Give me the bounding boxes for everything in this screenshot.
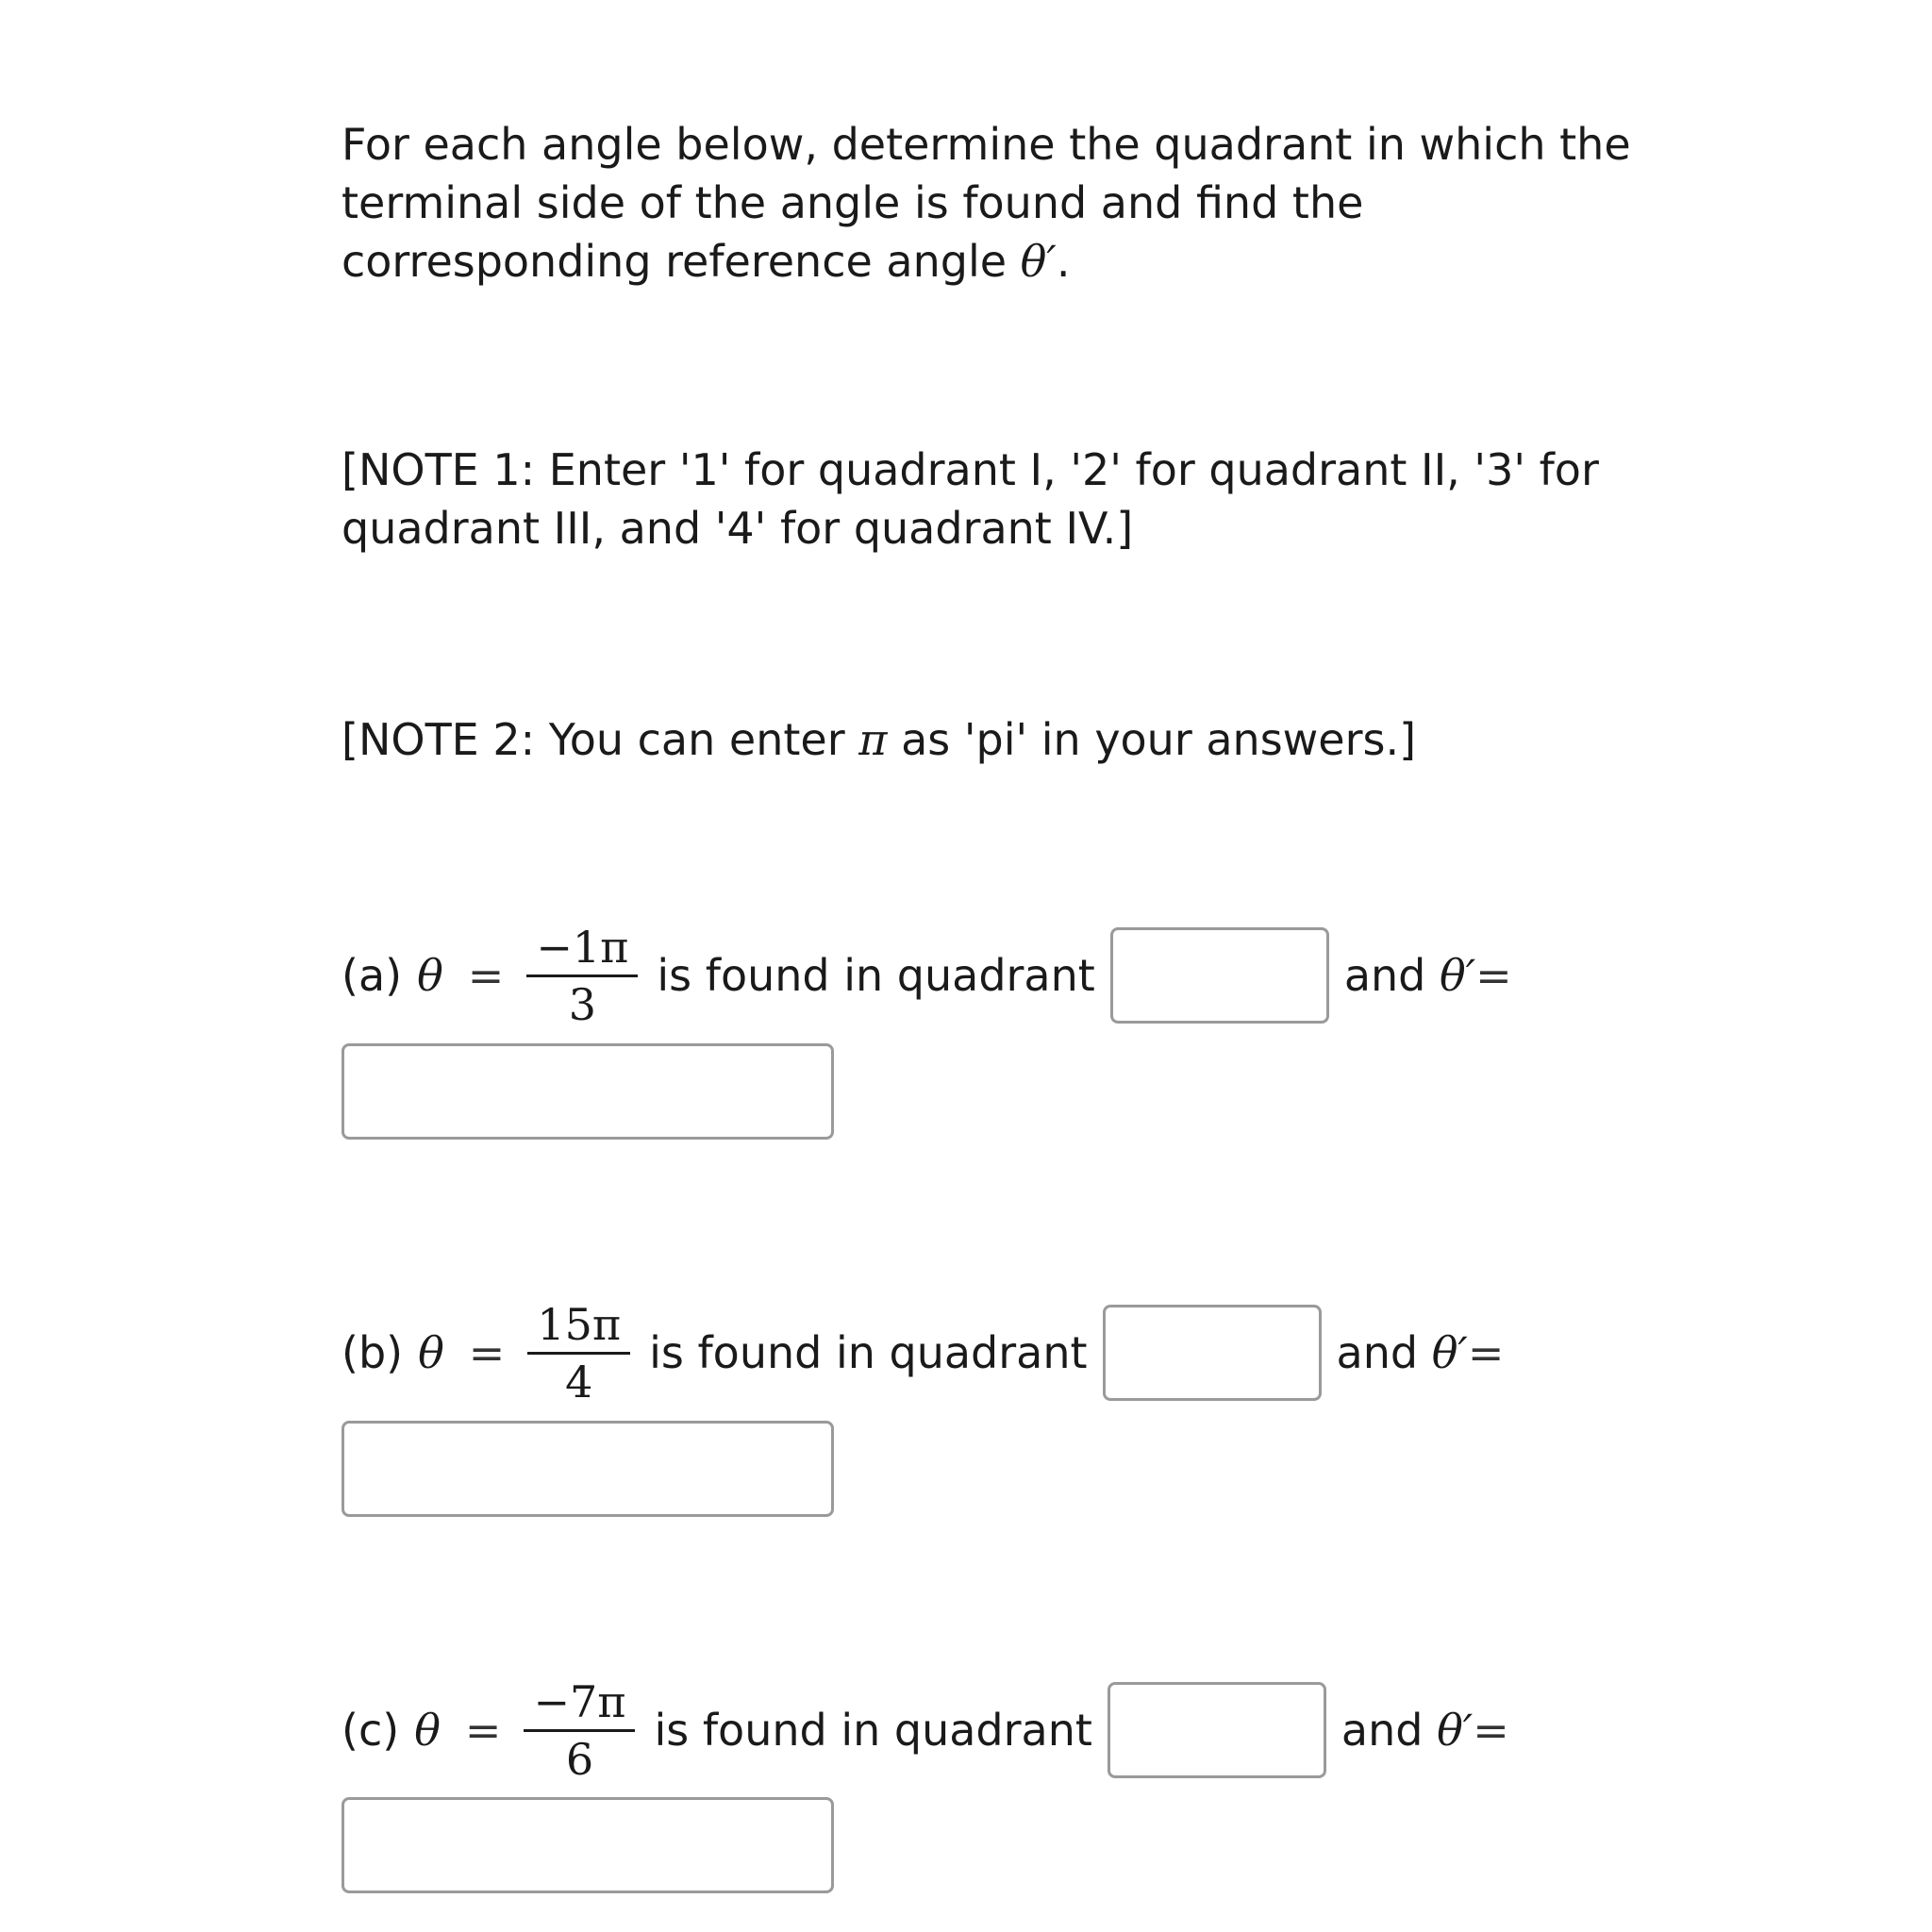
found-in-quadrant-text: is found in quadrant [649, 1327, 1088, 1378]
fraction-numerator: 15π [537, 1298, 622, 1350]
note-2-before: [NOTE 2: You can enter [341, 714, 859, 765]
fraction-denominator: 4 [565, 1356, 593, 1407]
problem-label: (c) [341, 1705, 400, 1756]
reference-angle-input-c[interactable] [341, 1797, 834, 1893]
quadrant-input-c[interactable] [1108, 1682, 1326, 1778]
problem-label: (b) [341, 1327, 404, 1378]
and-text: and [1341, 1705, 1438, 1756]
theta-symbol: θ [418, 1327, 444, 1378]
fraction-numerator: −7π [533, 1675, 626, 1727]
and-theta-prime [1341, 1705, 1509, 1756]
reference-angle-input-b[interactable] [341, 1421, 834, 1517]
equals-sign: = [1473, 1705, 1509, 1756]
fraction-denominator: 3 [568, 978, 596, 1030]
pi-symbol: π [858, 714, 888, 765]
equals-sign: = [1475, 950, 1512, 1001]
fraction-denominator: 6 [565, 1733, 594, 1785]
reference-angle-input-a[interactable] [341, 1043, 834, 1140]
note-1: [NOTE 1: Enter '1' for quadrant I, '2' for quadrant II, '3' for quadrant III, and '4' for quadrant IV.] [341, 444, 1599, 554]
and-text: and [1336, 1327, 1432, 1378]
theta-prime-symbol: θ′ [1020, 236, 1057, 287]
equals-sign: = [468, 1327, 506, 1378]
equals-sign: = [1467, 1327, 1505, 1378]
found-in-quadrant-text: is found in quadrant [654, 1705, 1092, 1756]
angle-fraction [524, 1677, 635, 1784]
note-2-after: as 'pi' in your answers.] [887, 714, 1417, 765]
theta-prime-symbol: θ′ [1431, 1327, 1468, 1378]
problem-a [341, 921, 1512, 1030]
instructions-text [341, 115, 1643, 291]
and-text: and [1343, 950, 1440, 1001]
instructions-body: For each angle below, determine the quadrant in which the terminal side of the angle is found and find the corresponding reference angle [341, 119, 1631, 287]
and-theta-prime [1344, 950, 1512, 1001]
angle-fraction [527, 1300, 630, 1407]
instructions-end: . [1056, 236, 1071, 287]
angle-fraction [526, 923, 638, 1029]
fraction-numerator: −1π [536, 921, 629, 973]
equals-sign: = [464, 1705, 502, 1756]
note-2 [341, 710, 1643, 769]
problem-b [341, 1298, 1505, 1407]
problem-label: (a) [341, 950, 403, 1001]
problem-c [341, 1675, 1509, 1785]
theta-prime-symbol: θ′ [1437, 1705, 1474, 1756]
theta-symbol: θ [417, 950, 443, 1001]
equals-sign: = [467, 950, 505, 1001]
quadrant-input-b[interactable] [1103, 1305, 1322, 1401]
quadrant-input-a[interactable] [1110, 927, 1329, 1024]
theta-prime-symbol: θ′ [1440, 950, 1476, 1001]
and-theta-prime [1337, 1327, 1505, 1378]
found-in-quadrant-text: is found in quadrant [657, 950, 1095, 1001]
theta-symbol: θ [414, 1705, 441, 1756]
